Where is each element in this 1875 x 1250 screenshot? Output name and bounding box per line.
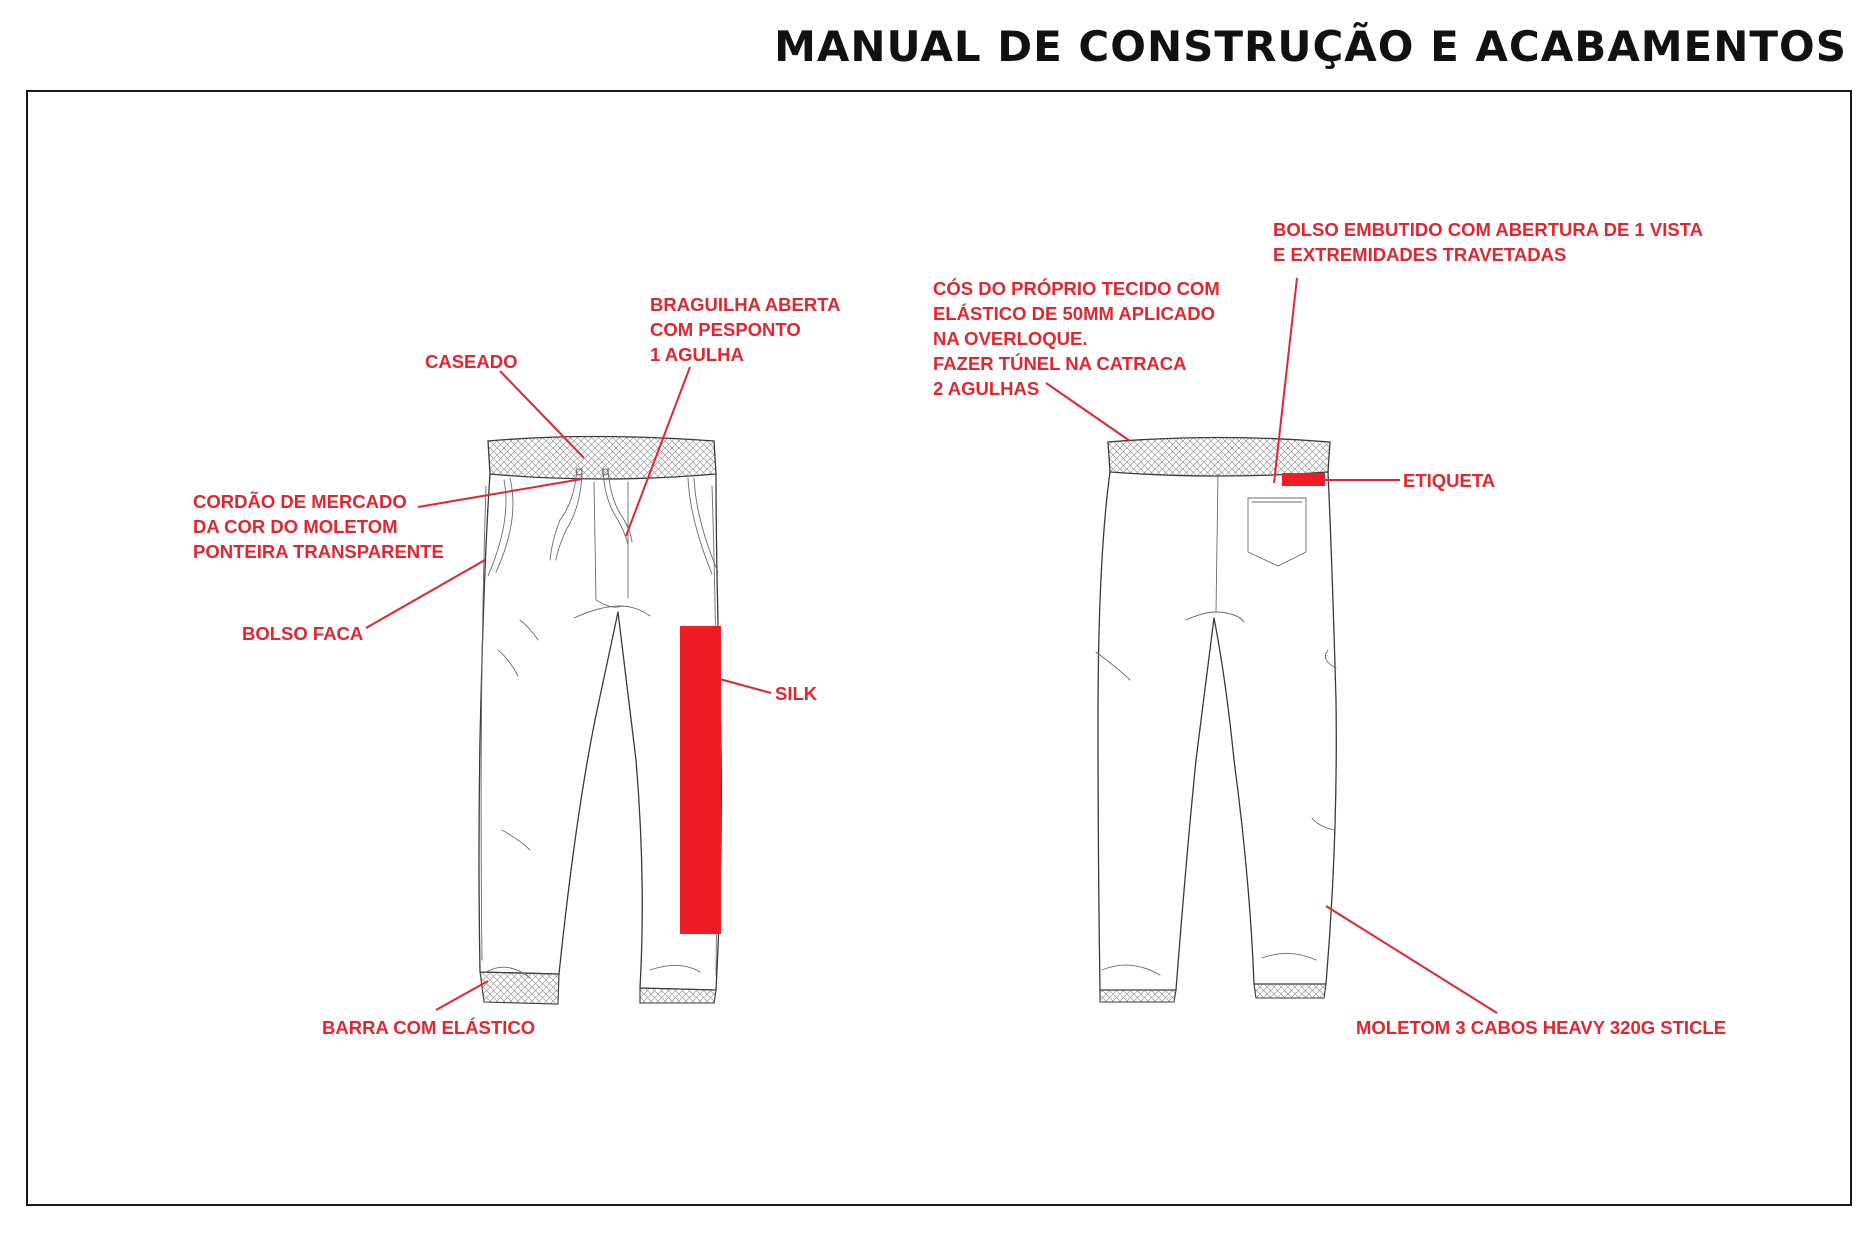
leader-moletom [1326, 906, 1497, 1013]
label-silk: SILK [775, 683, 818, 704]
label-moletom: MOLETOM 3 CABOS HEAVY 320G STICLE [1356, 1017, 1727, 1038]
silk-print-area [680, 626, 721, 934]
label-caseado: CASEADO [425, 351, 518, 372]
leader-barra [436, 981, 488, 1010]
back-left-cuff [1100, 990, 1176, 1002]
label-etiqueta: ETIQUETA [1403, 470, 1496, 491]
label-cos: CÓS DO PRÓPRIO TECIDO COM ELÁSTICO DE 50MM APLICADO NA OVERLOQUE. FAZER TÚNEL NA CATRACA 2 AGULHAS [933, 278, 1220, 399]
back-right-cuff [1254, 984, 1326, 998]
front-left-cuff [480, 972, 559, 1004]
label-bolso-faca: BOLSO FACA [242, 623, 364, 644]
label-barra: BARRA COM ELÁSTICO [322, 1017, 536, 1038]
etiqueta-patch [1282, 473, 1325, 486]
front-right-cuff [640, 988, 716, 1003]
leader-bolso-faca [366, 560, 485, 628]
back-pants [1096, 438, 1336, 1003]
label-braguilha: BRAGUILHA ABERTA COM PESPONTO 1 AGULHA [650, 294, 841, 365]
leader-silk [716, 678, 771, 693]
back-pocket [1248, 498, 1306, 566]
page-title: MANUAL DE CONSTRUÇÃO E ACABAMENTOS [774, 22, 1847, 71]
back-waistband [1108, 438, 1330, 477]
label-bolso-embutido: BOLSO EMBUTIDO COM ABERTURA DE 1 VISTA E EXTREMIDADES TRAVETADAS [1273, 219, 1703, 265]
label-cordao: CORDÃO DE MERCADO DA COR DO MOLETOM PONTEIRA TRANSPARENTE [193, 491, 444, 562]
front-right-pocket [688, 478, 712, 574]
